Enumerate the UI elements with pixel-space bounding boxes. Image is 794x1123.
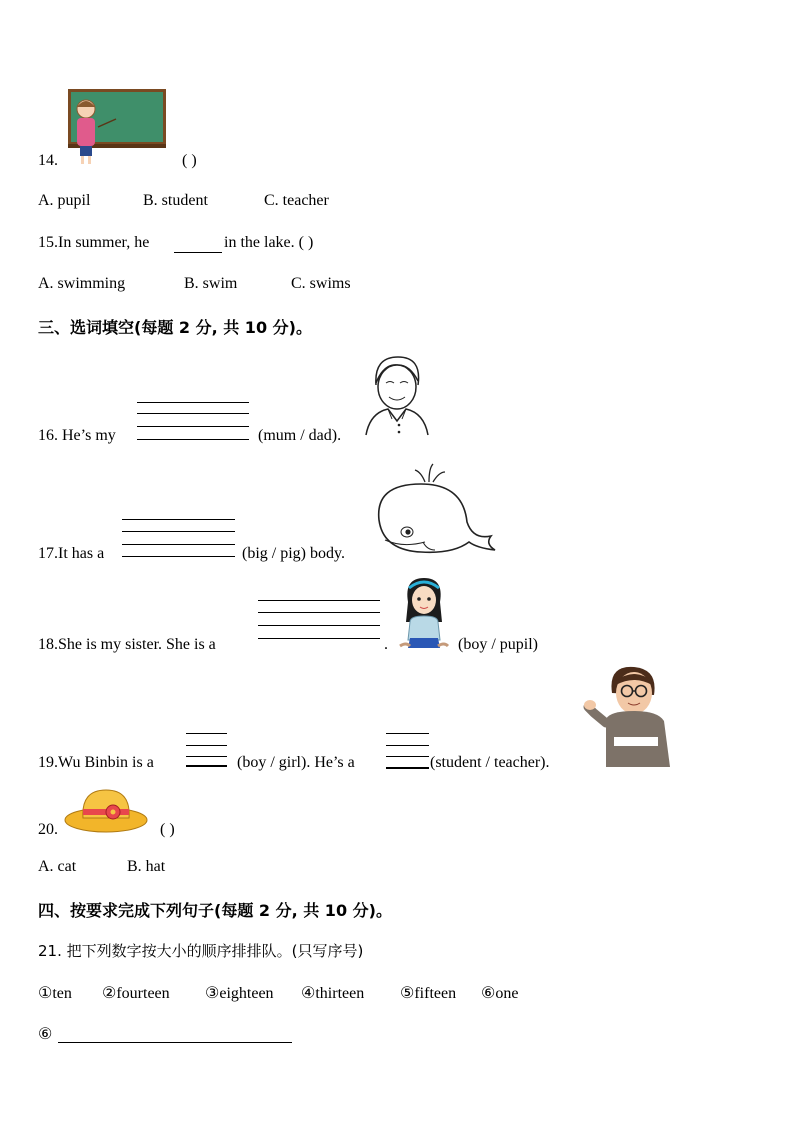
hat-image [63, 786, 149, 836]
q15-option-b: B. swim [184, 275, 238, 292]
q17-writing-line-4[interactable] [122, 556, 235, 557]
section-4-title: 四、按要求完成下列句子(每题 2 分, 共 10 分)。 [38, 901, 392, 920]
q18-prefix: 18.She is my sister. She is a [38, 636, 216, 653]
q19-blank1-line-3 [186, 756, 227, 757]
q21-item-2: ②fourteen [102, 985, 170, 1002]
q18-choices: (boy / pupil) [458, 636, 538, 653]
q21-item-3: ③eighteen [205, 985, 274, 1002]
q19-blank2-line-4[interactable] [386, 767, 429, 769]
section-3-title: 三、选词填空(每题 2 分, 共 10 分)。 [38, 318, 312, 337]
q17-writing-line-2 [122, 531, 235, 532]
q21-instruction: 21. 把下列数字按大小的顺序排排队。(只写序号) [38, 942, 364, 960]
q21-item-4: ④thirteen [301, 985, 365, 1002]
q15-option-a: A. swimming [38, 275, 126, 292]
q18-writing-line-4[interactable] [258, 638, 380, 639]
sister-image [396, 576, 452, 652]
q16-choices: (mum / dad). [258, 427, 342, 444]
q17-writing-line-1 [122, 519, 235, 520]
q20-answer-paren: ( ) [160, 821, 175, 838]
q19-blank2-line-1 [386, 733, 429, 734]
q17-choices: (big / pig) body. [242, 545, 345, 562]
q17-prefix: 17.It has a [38, 545, 105, 562]
q19-blank1-line-1 [186, 733, 227, 734]
q16-writing-line-3 [137, 426, 249, 427]
q19-prefix: 19.Wu Binbin is a [38, 754, 154, 771]
q15-text-start: 15.In summer, he [38, 234, 150, 251]
q18-period: . [384, 636, 388, 653]
q19-blank2-line-2 [386, 745, 429, 746]
q19-choices: (student / teacher). [430, 754, 550, 771]
q21-item-1: ①ten [38, 985, 72, 1002]
q21-answer-prefix: ⑥ [38, 1026, 53, 1043]
q14-option-c: C. teacher [264, 192, 329, 209]
q18-writing-line-3 [258, 625, 380, 626]
q19-blank2-line-3 [386, 756, 429, 757]
q15-blank[interactable] [174, 252, 222, 253]
q14-option-a: A. pupil [38, 192, 91, 209]
q16-writing-line-4[interactable] [137, 439, 249, 440]
teacher-blackboard-image [68, 87, 168, 167]
q18-writing-line-2 [258, 612, 380, 613]
q17-writing-line-3 [122, 544, 235, 545]
q14-option-b: B. student [143, 192, 208, 209]
q16-writing-line-2 [137, 413, 249, 414]
q19-blank1-line-4[interactable] [186, 765, 227, 767]
q19-mid: (boy / girl). He’s a [237, 754, 355, 771]
q18-writing-line-1 [258, 600, 380, 601]
q16-prefix: 16. He’s my [38, 427, 116, 444]
q16-writing-line-1 [137, 402, 249, 403]
q20-number: 20. [38, 821, 58, 838]
q14-answer-paren: ( ) [182, 152, 197, 169]
q14-number: 14. [38, 152, 58, 169]
q21-answer-line[interactable] [58, 1042, 292, 1043]
wu-binbin-image [584, 663, 674, 771]
q15-text-end: in the lake. ( ) [224, 234, 314, 251]
dad-image [362, 355, 432, 437]
q20-option-b: B. hat [127, 858, 166, 875]
q15-option-c: C. swims [291, 275, 351, 292]
q19-blank1-line-2 [186, 745, 227, 746]
whale-image [373, 462, 498, 554]
q20-option-a: A. cat [38, 858, 77, 875]
q21-item-6: ⑥one [481, 985, 519, 1002]
q21-item-5: ⑤fifteen [400, 985, 457, 1002]
